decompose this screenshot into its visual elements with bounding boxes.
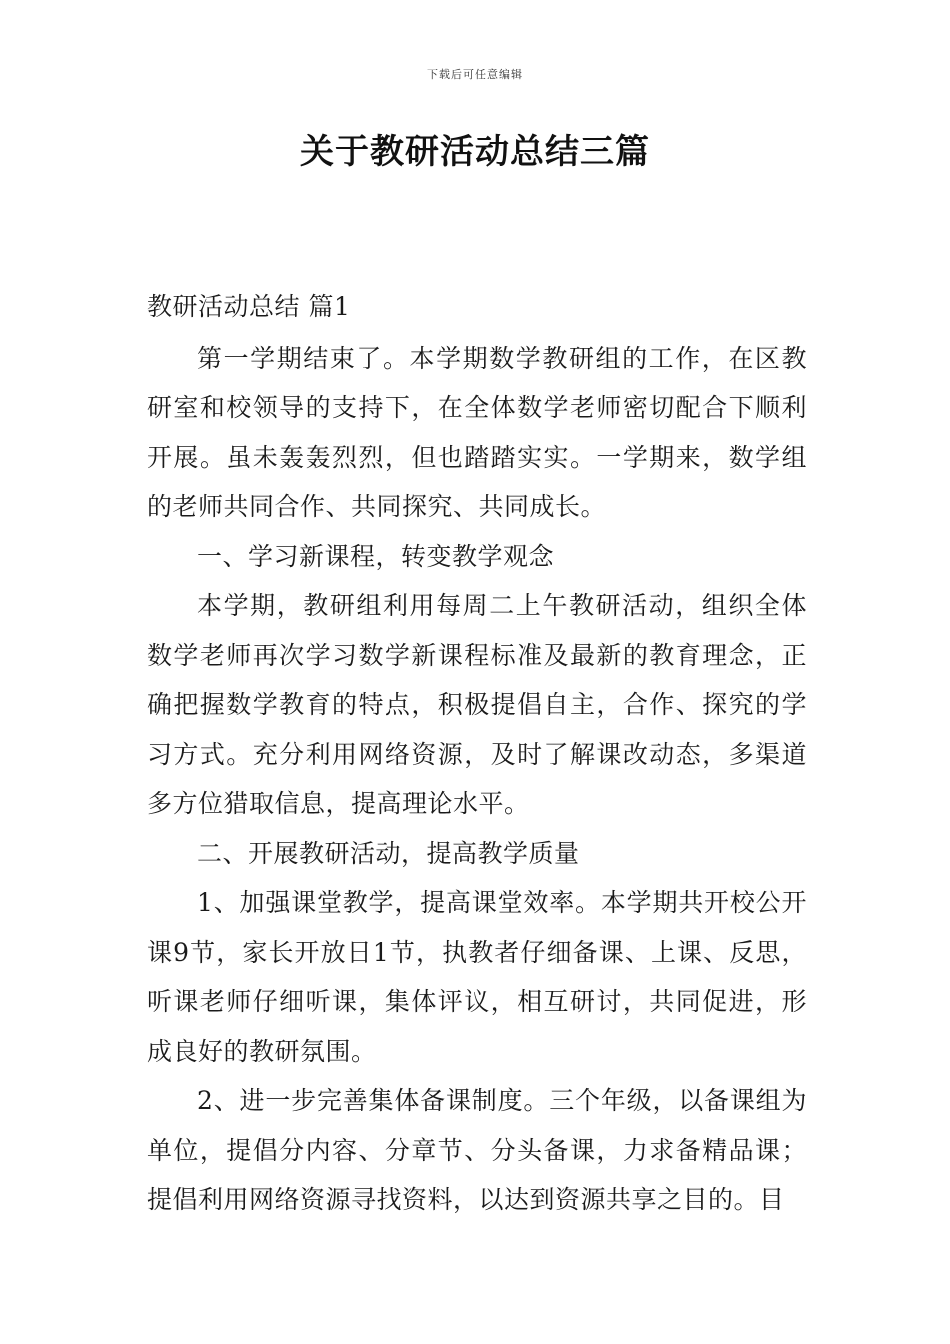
header-note: 下载后可任意编辑: [427, 68, 523, 81]
paragraph-intro: 第一学期结束了。本学期数学教研组的工作，在区教研室和校领导的支持下，在全体数学老师密切配合下顺利开展。虽未轰轰烈烈，但也踏踏实实。一学期来，数学组的老师共同合作、共同探究、共同成长。: [147, 343, 807, 521]
section-label: 教研活动总结 篇1: [147, 292, 351, 321]
heading-section-1: 一、学习新课程，转变教学观念: [197, 541, 555, 571]
document-title: 关于教研活动总结三篇: [300, 132, 650, 172]
paragraph-item-2: 2、进一步完善集体备课制度。三个年级，以备课组为单位，提倡分内容、分章节、分头备课，力求备精品课；提倡利用网络资源寻找资料，以达到资源共享之目的。目: [147, 1086, 807, 1214]
document-body: [147, 282, 807, 1225]
heading-section-2: 二、开展教研活动，提高教学质量: [197, 838, 580, 868]
paragraph-section-1: 本学期，教研组利用每周二上午教研活动，组织全体数学老师再次学习数学新课程标准及最新的教育理念，正确把握数学教育的特点，积极提倡自主，合作、探究的学习方式。充分利用网络资源，及时了解课改动态，多渠道多方位猎取信息，提高理论水平。: [147, 591, 807, 818]
paragraph-item-1: 1、加强课堂教学，提高课堂效率。本学期共开校公开课9节，家长开放日1节，执教者仔细备课、上课、反思，听课老师仔细听课，集体评议，相互研讨，共同促进，形成良好的教研氛围。: [147, 888, 807, 1066]
